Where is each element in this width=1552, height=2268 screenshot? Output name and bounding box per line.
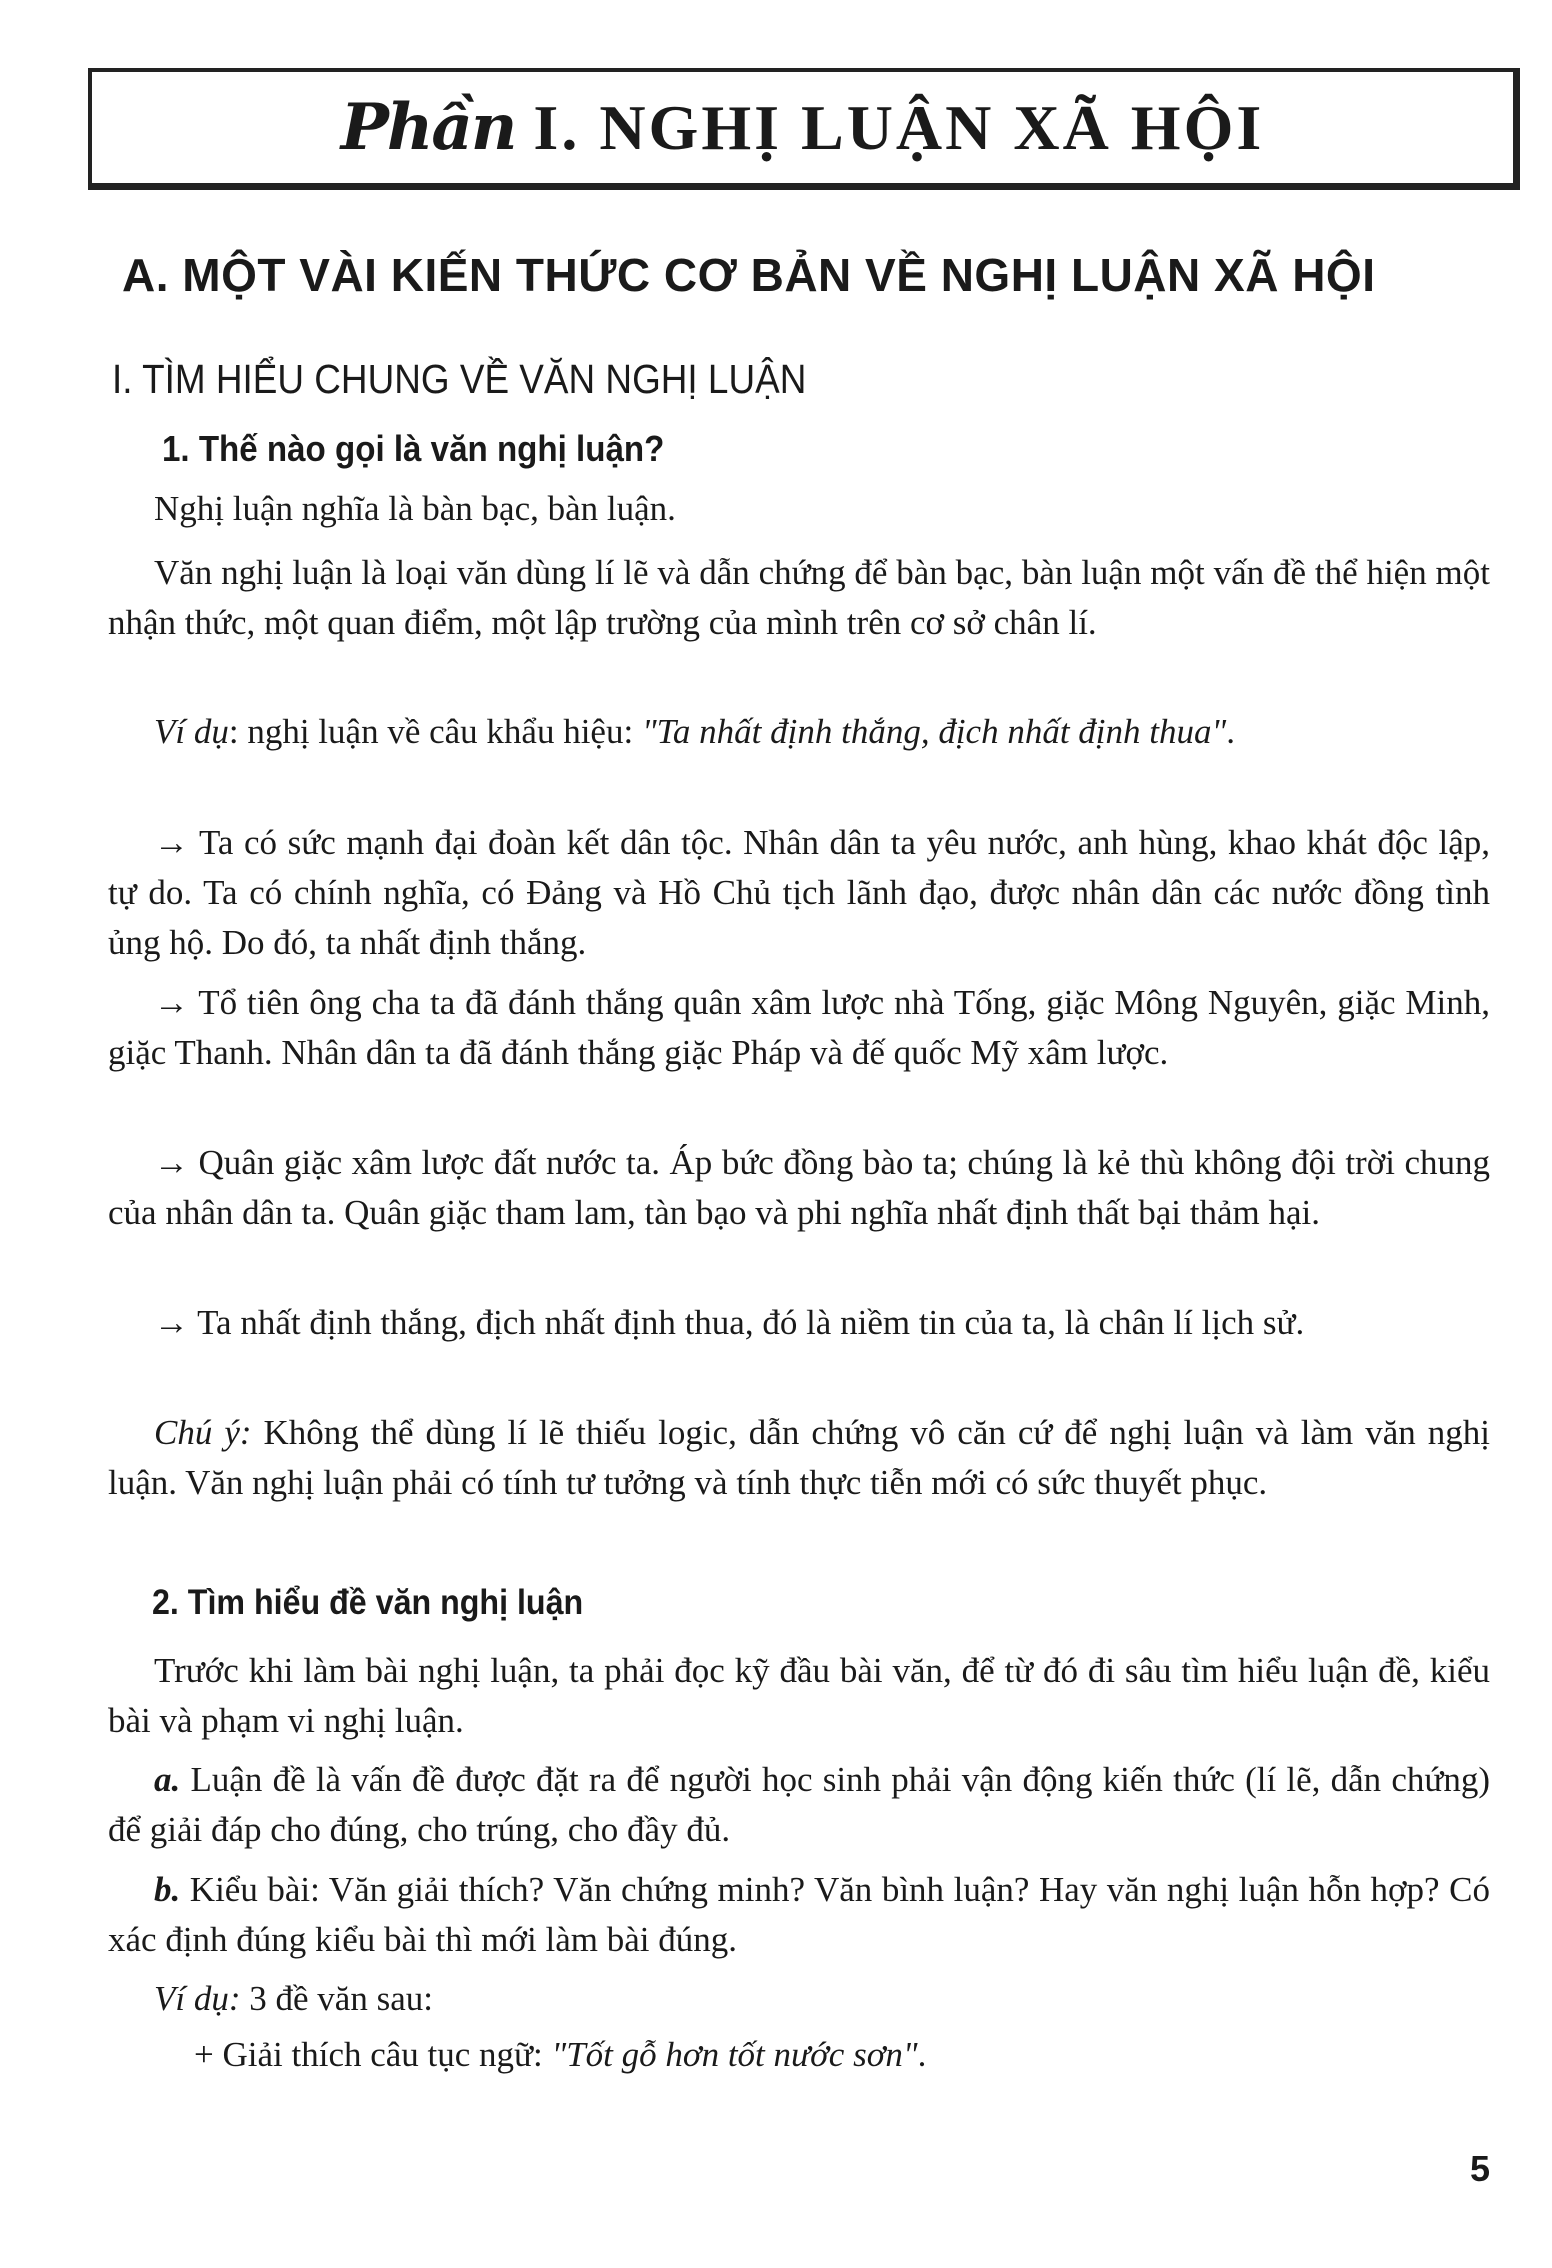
- note-text: Không thể dùng lí lẽ thiếu logic, dẫn chứng vô căn cứ để nghị luận và làm văn nghị luận. Văn nghị luận phải có tính tư tưởng và tính thực tiễn mới có sức thuyết phục.: [108, 1413, 1490, 1502]
- part-title: I. NGHỊ LUẬN XÃ HỘI: [533, 92, 1265, 163]
- list-item-1-quote: "Tốt gỗ hơn tốt nước sơn": [551, 2035, 918, 2074]
- subsection-1-heading: 1. Thế nào gọi là văn nghị luận?: [162, 428, 665, 469]
- example-end: .: [1226, 712, 1235, 751]
- page-number: 5: [1469, 2148, 1490, 2189]
- paragraph-arrow-2: → Tổ tiên ông cha ta đã đánh thắng quân xâm lược nhà Tống, giặc Mông Nguyên, giặc Minh, giặc Thanh. Nhân dân ta đã đánh thắng giặc Pháp và đế quốc Mỹ xâm lược.: [108, 983, 1490, 1072]
- point-b-text: Kiểu bài: Văn giải thích? Văn chứng minh? Văn bình luận? Hay văn nghị luận hỗn hợp? Có xác định đúng kiểu bài thì mới làm bài đúng.: [108, 1870, 1490, 1959]
- example-2-text: 3 đề văn sau:: [240, 1979, 433, 2018]
- example-label: Ví dụ: [154, 712, 229, 751]
- paragraph-arrow-4: → Ta nhất định thắng, địch nhất định thua, đó là niềm tin của ta, là chân lí lịch sử.: [154, 1303, 1305, 1342]
- paragraph-arrow-3: → Quân giặc xâm lược đất nước ta. Áp bức đồng bào ta; chúng là kẻ thù không đội trời chung của nhân dân ta. Quân giặc tham lam, tàn bạo và phi nghĩa nhất định thất bại thảm hại.: [108, 1143, 1490, 1232]
- paragraph-point-b: [108, 1865, 1490, 1965]
- paragraph-analysis-intro: Trước khi làm bài nghị luận, ta phải đọc kỹ đầu bài văn, để từ đó đi sâu tìm hiểu luận đề, kiểu bài và phạm vi nghị luận.: [108, 1651, 1490, 1740]
- example-text: : nghị luận về câu khẩu hiệu:: [228, 712, 642, 751]
- point-b-label: b.: [154, 1870, 181, 1909]
- paragraph-definition: Nghị luận nghĩa là bàn bạc, bàn luận.: [154, 489, 676, 528]
- part-title-box: [88, 68, 1520, 190]
- section-a-heading: A. MỘT VÀI KIẾN THỨC CƠ BẢN VỀ NGHỊ LUẬN XÃ HỘI: [122, 249, 1376, 301]
- section-i-heading: I. TÌM HIỂU CHUNG VỀ VĂN NGHỊ LUẬN: [112, 356, 807, 402]
- point-a-text: Luận đề là vấn đề được đặt ra để người học sinh phải vận động kiến thức (lí lẽ, dẫn chứng) để giải đáp cho đúng, cho trúng, cho đầy đủ.: [108, 1760, 1490, 1849]
- part-title-script: Phần: [340, 90, 516, 165]
- example-2-label: Ví dụ:: [154, 1979, 241, 2018]
- paragraph-point-a: [108, 1755, 1490, 1855]
- paragraph-note: [108, 1408, 1490, 1508]
- list-item-1: [108, 2030, 1490, 2080]
- point-a-label: a.: [154, 1760, 181, 1799]
- list-item-1-text: + Giải thích câu tục ngữ:: [194, 2035, 552, 2074]
- paragraph-example-2: [108, 1974, 1490, 2024]
- paragraph-example: [108, 707, 1490, 757]
- paragraph-explanation: Văn nghị luận là loại văn dùng lí lẽ và dẫn chứng để bàn bạc, bàn luận một vấn đề thể hiện một nhận thức, một quan điểm, một lập trường của mình trên cơ sở chân lí.: [108, 553, 1490, 642]
- list-item-1-end: .: [917, 2035, 927, 2074]
- subsection-2-heading: 2. Tìm hiểu đề văn nghị luận: [152, 1583, 584, 1622]
- note-label: Chú ý:: [154, 1413, 252, 1452]
- example-quote: "Ta nhất định thắng, địch nhất định thua": [641, 712, 1227, 751]
- paragraph-arrow-1: → Ta có sức mạnh đại đoàn kết dân tộc. Nhân dân ta yêu nước, anh hùng, khao khát độc lập, tự do. Ta có chính nghĩa, có Đảng và Hồ Chủ tịch lãnh đạo, được nhân dân các nước đồng tình ủng hộ. Do đó, ta nhất định thắng.: [108, 823, 1490, 962]
